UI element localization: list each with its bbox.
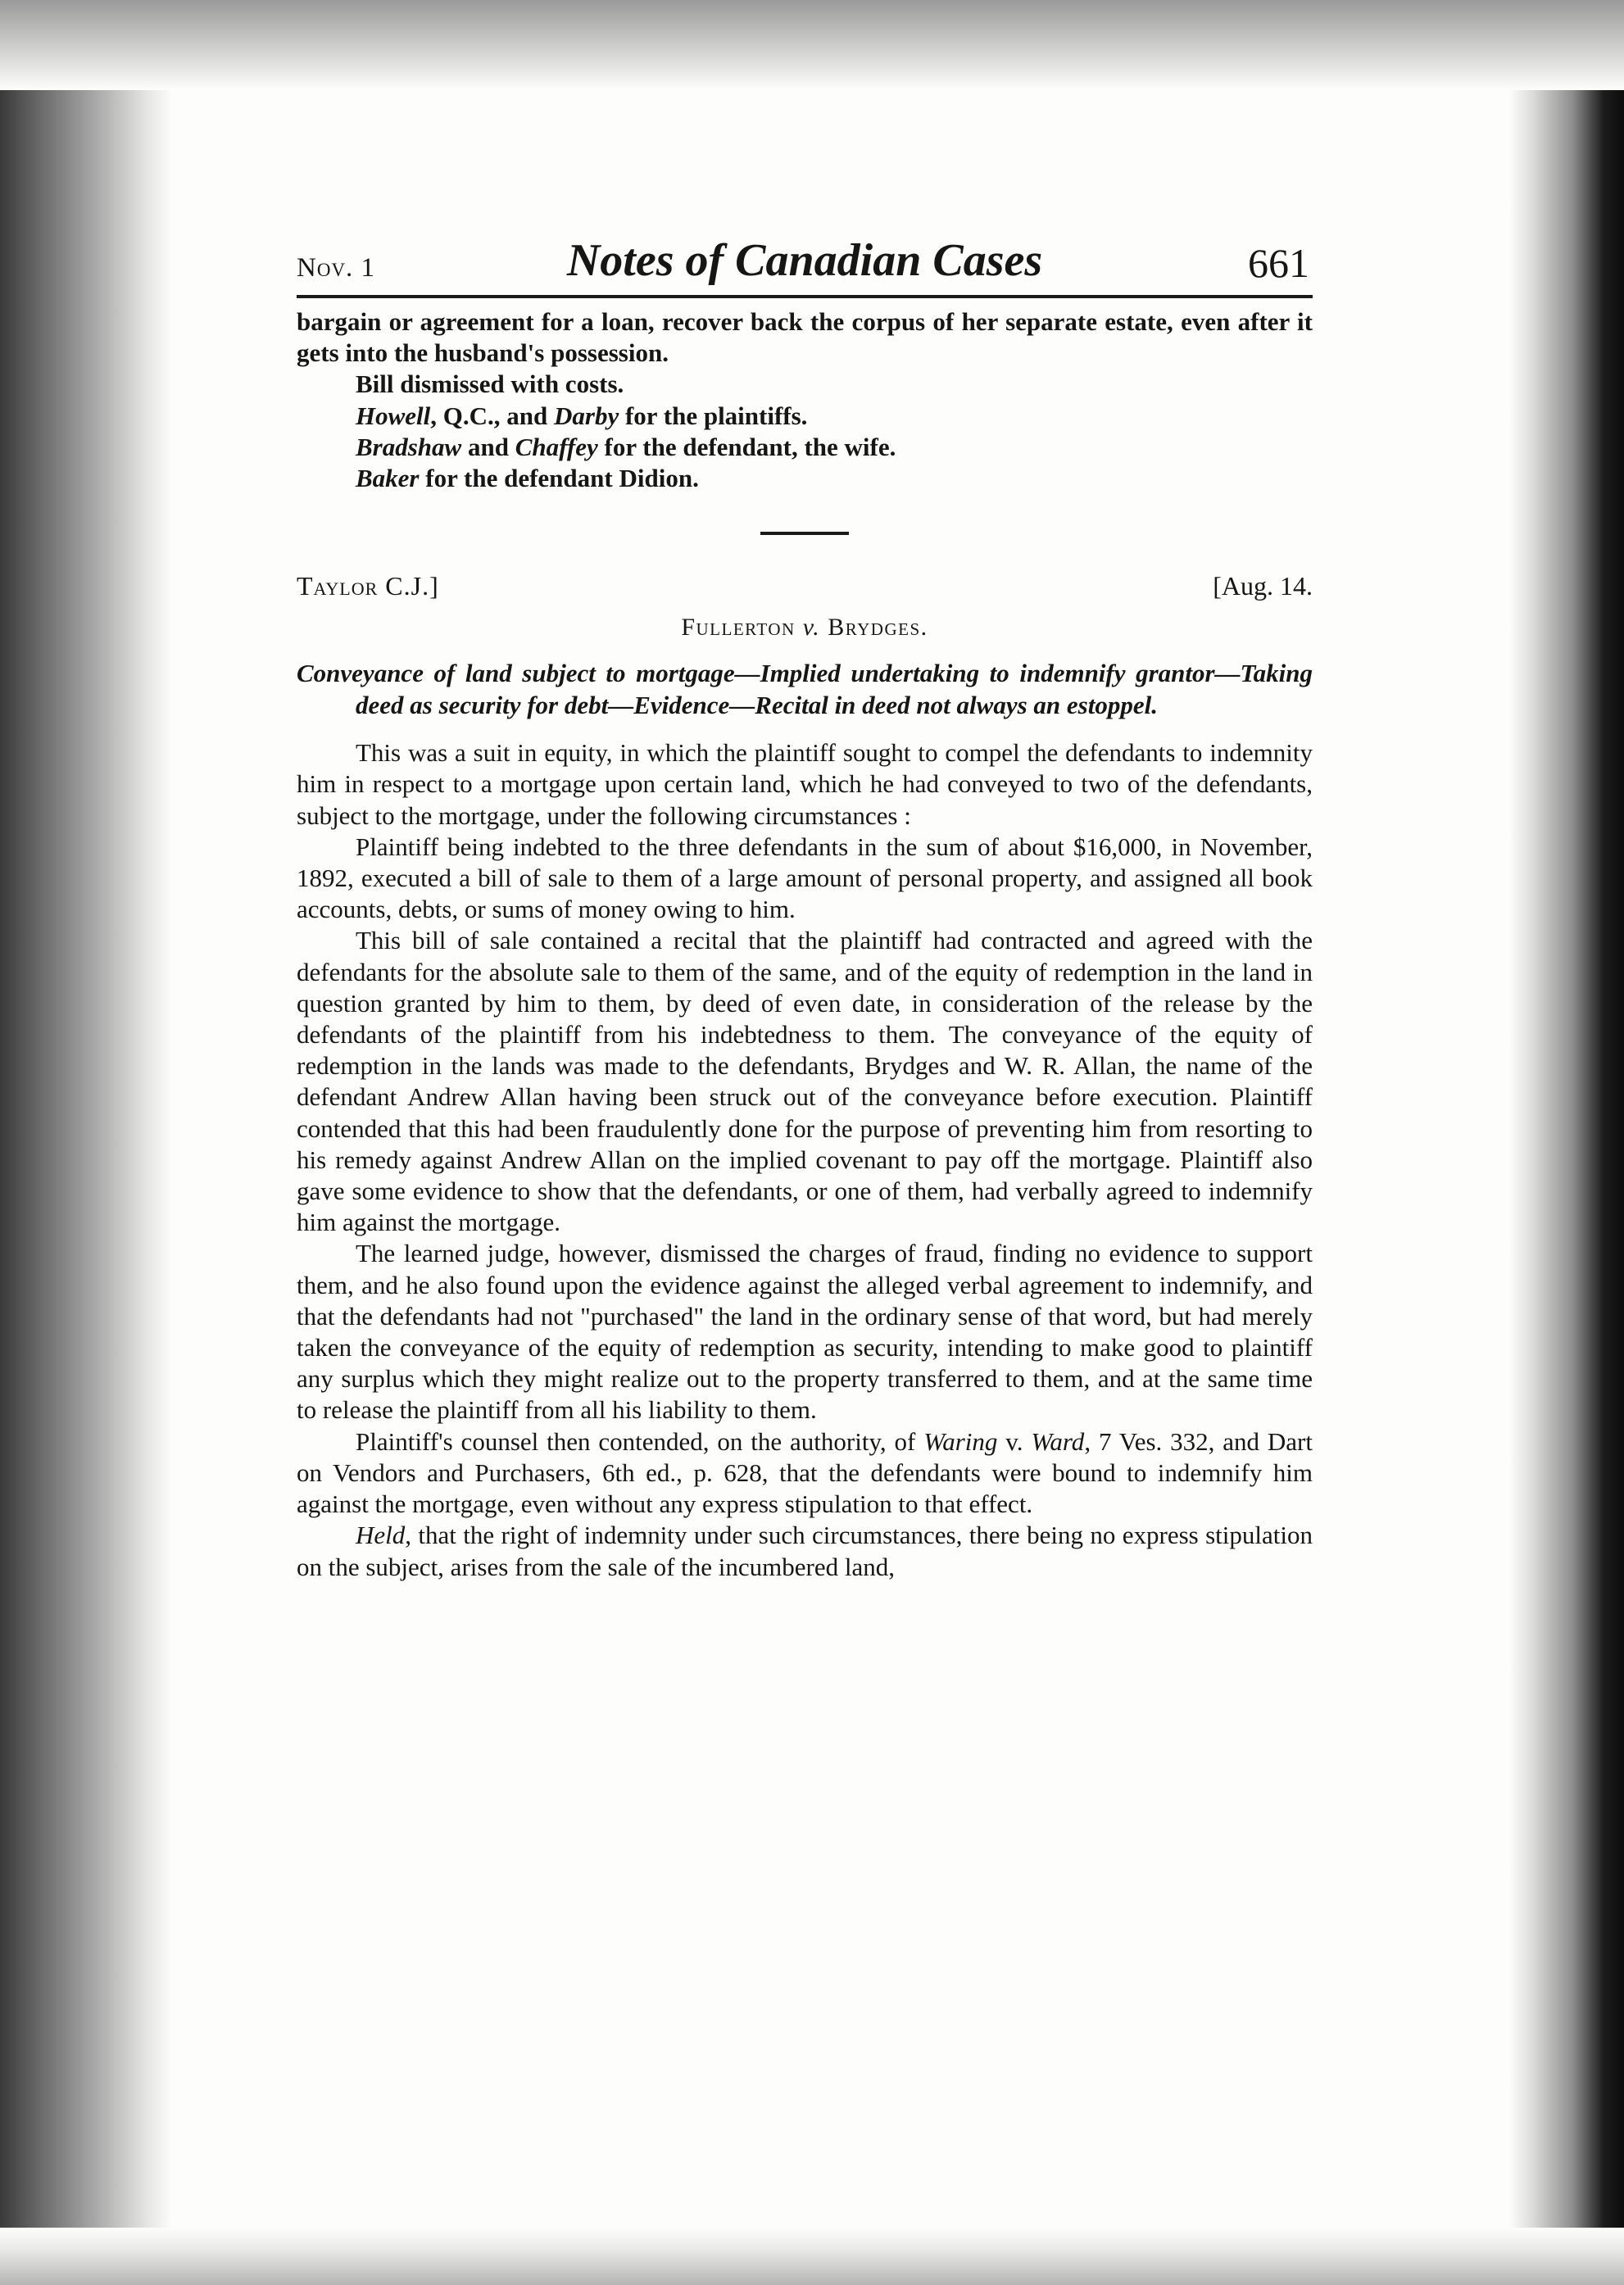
scan-border-bottom — [0, 2228, 1624, 2285]
continuation-text: bargain or agreement for a loan, recover back the corpus of her separate estate, even after it gets into the husband's possession. — [297, 307, 1313, 368]
page-number: 661 — [1248, 240, 1309, 286]
defendant-name: Brydges. — [828, 614, 928, 642]
scan-border-top — [0, 0, 1624, 90]
counsel-name: Howell — [356, 401, 431, 430]
paragraph: The learned judge, however, dismissed the charges of fraud, finding no evidence to support them, and he also found upon the evidence against the alleged verbal agreement to indemnify, and that the defendants had not "purchased" the land in the ordinary sense of that word, but had merely taken the conveyance of the equity of redemption as security, intending to make good to plaintiff any surplus which they might realize out to the property transferred to them, and at the same time to release the plaintiff from all his liability to them. — [297, 1239, 1313, 1425]
counsel-line: Baker for the defendant Didion. — [356, 464, 699, 493]
page-content — [297, 229, 1313, 1583]
decision-date: [Aug. 14. — [1213, 571, 1313, 601]
scan-border-right — [1509, 0, 1624, 2285]
case-body — [297, 737, 1313, 1582]
paragraph: This was a suit in equity, in which the plaintiff sought to compel the defendants to indemnity him in respect to a mortgage upon certain land, which he had conveyed to two of the defendants, subject to the mortgage, under the following circumstances : — [297, 738, 1313, 830]
running-head — [297, 229, 1313, 298]
judge: Taylor C.J.] — [297, 571, 439, 601]
running-head-date: Nov. 1 — [297, 253, 376, 283]
counsel-name: Darby — [554, 401, 619, 430]
paragraph: Held, that the right of indemnity under such circumstances, there being no express stipulation on the subject, arises from the sale of the incumbered land, — [297, 1521, 1313, 1581]
held-label: Held — [356, 1521, 406, 1550]
disposition: Bill dismissed with costs. — [356, 369, 624, 399]
counsel-name: Chaffey — [515, 432, 598, 461]
counsel-name: Bradshaw — [356, 432, 462, 461]
court-line — [297, 571, 1313, 607]
headnote: Conveyance of land subject to mortgage—Implied undertaking to indemnify grantor—Taking deed as security for debt—Evidence—Recital in deed not always an estoppel. — [297, 659, 1313, 719]
scan-border-left — [0, 0, 172, 2285]
case-citation: Ward — [1031, 1426, 1085, 1456]
case-title — [297, 614, 1313, 642]
counsel-name: Baker — [356, 464, 420, 493]
running-head-title: Notes of Canadian Cases — [566, 235, 1043, 286]
section-separator — [760, 532, 849, 535]
plaintiff-name: Fullerton — [681, 614, 796, 642]
case-citation: Waring — [923, 1426, 998, 1456]
versus: v. — [802, 614, 821, 642]
previous-case-continuation — [297, 306, 1313, 494]
counsel-line: Bradshaw and Chaffey for the defendant, the wife. — [356, 432, 896, 461]
paragraph: Plaintiff's counsel then contended, on the authority, of Waring v. Ward, 7 Ves. 332, and Dart on Vendors and Purchasers, 6th ed., p. 628, that the defendants were bound to indemnify him against the mortgage, even without any express stipulation to that effect. — [297, 1426, 1313, 1519]
counsel-line: Howell, Q.C., and Darby for the plaintiffs. — [356, 401, 808, 430]
paragraph: Plaintiff being indebted to the three defendants in the sum of about $16,000, in November, 1892, executed a bill of sale to them of a large amount of personal property, and assigned all book accounts, debts, or sums of money owing to him. — [297, 832, 1313, 924]
paragraph: This bill of sale contained a recital that the plaintiff had contracted and agreed with the defendants for the absolute sale to them of the same, and of the equity of redemption in the land in question granted by him to them, by deed of even date, in consideration of the release by the defendants of the plaintiff from his indebtedness to them. The conveyance of the equity of redemption in the lands was made to the defendants, Brydges and W. R. Allan, the name of the defendant Andrew Allan having been struck out of the conveyance before execution. Plaintiff contended that this had been fraudulently done for the purpose of preventing him from resorting to his remedy against Andrew Allan on the implied covenant to pay off the mortgage. Plaintiff also gave some evidence to show that the defendants, or one of them, had verbally agreed to indemnify him against the mortgage. — [297, 926, 1313, 1237]
